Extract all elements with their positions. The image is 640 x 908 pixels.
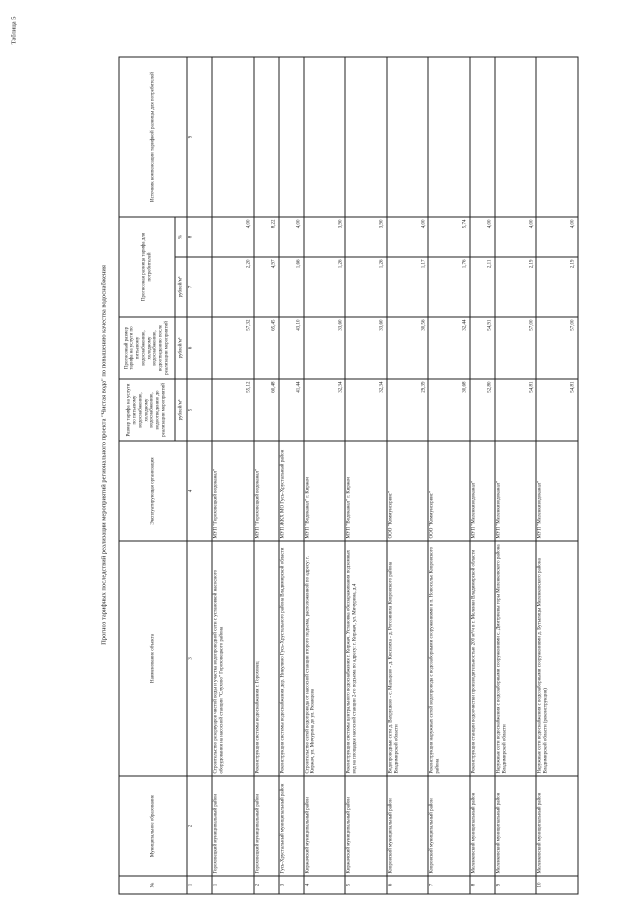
table-row: [536, 57, 578, 894]
object-cell: Строительство резервуаров чистой воды и участка водопроводной сети с установкой насосного оборудования на насосной станции "Слухово" Гороховецкого района: [212, 541, 254, 776]
index-cell: 2: [187, 776, 212, 876]
diff-pct-cell: 4,00: [495, 217, 537, 257]
municipality-cell: Гусь-Хрустальный муниципальный район: [279, 776, 304, 876]
source-cell: [428, 57, 470, 217]
diff-rub-cell: 1,17: [387, 257, 429, 317]
source-cell: [304, 57, 346, 217]
source-cell: [254, 57, 279, 217]
forecast-cell: 32,44: [428, 317, 470, 379]
table-row: [212, 57, 254, 894]
header-forecast: Прогнозный размер тарифа на услуги по питьевому водоснабжению, холодному водоснабжению, водоотведению после реализации мероприятий: [119, 317, 175, 379]
municipality-cell: Ковровский муниципальный район: [387, 776, 429, 876]
diff-rub-cell: 1,26: [345, 257, 387, 317]
source-cell: [536, 57, 578, 217]
row-number-cell: 4: [304, 876, 346, 894]
municipality-cell: Гороховецкий муниципальный район: [212, 776, 254, 876]
index-cell: 1: [187, 876, 212, 894]
index-cell: 4: [187, 441, 212, 541]
source-cell: [495, 57, 537, 217]
index-cell: 5: [187, 379, 212, 441]
tariff-table: [119, 56, 579, 894]
municipality-cell: Киржачский муниципальный район: [304, 776, 346, 876]
object-cell: Водопроводные сети д. Вахрушево - с. Мальцево - д. Киселиха - д. Рогозиниха Ковровского района Владимирской области: [387, 541, 429, 776]
forecast-cell: 54,91: [470, 317, 495, 379]
table-row: [304, 57, 346, 894]
tariff-cell: 41,44: [279, 379, 304, 441]
municipality-cell: Гороховецкий муниципальный район: [254, 776, 279, 876]
diff-pct-cell: 4,00: [387, 217, 429, 257]
diff-pct-cell: 4,00: [279, 217, 304, 257]
diff-pct-cell: 4,00: [212, 217, 254, 257]
tariff-cell: 54,81: [536, 379, 578, 441]
header-operator: Эксплуатирующая организация: [119, 441, 187, 541]
forecast-cell: 33,60: [304, 317, 346, 379]
table-row: [279, 57, 304, 894]
table-row: [495, 57, 537, 894]
document-title: Прогноз тарифных последствий реализации мероприятий регионального проекта "Чистая вода" по повышению качества водоснабжения: [101, 21, 108, 890]
forecast-cell: 57,00: [536, 317, 578, 379]
diff-pct-cell: 4,00: [470, 217, 495, 257]
header-source: Источник компенсации тарифной разницы для потребителей: [119, 57, 187, 217]
forecast-cell: 57,32: [212, 317, 254, 379]
operator-cell: МУП "Меленкиводоканал": [495, 441, 537, 541]
row-number-cell: 9: [495, 876, 537, 894]
table-number-label: Таблица 5: [11, 17, 18, 45]
source-cell: [345, 57, 387, 217]
unit-pct: %: [175, 217, 187, 257]
source-cell: [279, 57, 304, 217]
table-row: [345, 57, 387, 894]
header-municipality: Муниципальное образование: [119, 776, 187, 876]
tariff-cell: 32,34: [345, 379, 387, 441]
index-cell: 6: [187, 317, 212, 379]
diff-pct-cell: 3,90: [304, 217, 346, 257]
diff-pct-cell: 8,22: [254, 217, 279, 257]
object-cell: Наружные сети водоснабжения с водозаборными сооружениями с. Дмитриевы горы Меленковского района Владимирской области: [495, 541, 537, 776]
row-number-cell: 1: [212, 876, 254, 894]
object-cell: Реконструкция станции водоочистки производительностью 200 м³/ч в г. Меленки Владимирской области: [470, 541, 495, 776]
object-cell: Реконструкция системы водоснабжения г. Гороховец: [254, 541, 279, 776]
tariff-cell: 30,68: [428, 379, 470, 441]
operator-cell: МУП "Гороховецкий водоканал": [212, 441, 254, 541]
row-number-cell: 5: [345, 876, 387, 894]
diff-rub-cell: 2,20: [212, 257, 254, 317]
forecast-cell: 30,56: [387, 317, 429, 379]
diff-rub-cell: 2,19: [495, 257, 537, 317]
header-object: Наименование объекта: [119, 541, 187, 776]
object-cell: Реконструкция наружных сетей водопровода с водозаборными сооружениями в п. Новоселье Ковровского района: [428, 541, 470, 776]
table-row: [254, 57, 279, 894]
diff-pct-cell: 3,90: [345, 217, 387, 257]
tariff-cell: 29,39: [387, 379, 429, 441]
unit-tariff: рублей/м³: [175, 379, 187, 441]
table-row: [470, 57, 495, 894]
index-cell: 8: [187, 217, 212, 257]
operator-cell: МУП "Водоканал" г. Киржач: [304, 441, 346, 541]
row-number-cell: 8: [470, 876, 495, 894]
object-cell: Реконструкция системы водоснабжения дер. Никулино Гусь-Хрустального района Владимирской области: [279, 541, 304, 776]
unit-diff: рублей/м³: [175, 257, 187, 317]
diff-rub-cell: 1,26: [304, 257, 346, 317]
header-diff: Прогнозная разница тарифа для потребителей: [119, 217, 175, 317]
forecast-cell: 43,10: [279, 317, 304, 379]
row-number-cell: 10: [536, 876, 578, 894]
diff-rub-cell: 2,19: [536, 257, 578, 317]
diff-rub-cell: 2,11: [470, 257, 495, 317]
operator-cell: МУП "Водоканал" г. Киржач: [345, 441, 387, 541]
diff-pct-cell: 5,74: [428, 217, 470, 257]
tariff-cell: 32,34: [304, 379, 346, 441]
unit-forecast: рублей/м³: [175, 317, 187, 379]
municipality-cell: Ковровский муниципальный район: [428, 776, 470, 876]
object-cell: Строительство сетей водопровода от насосной станции второго подъема, расположенной по адресу: г. Киржач, ул. Мичурина до ул. Рязанцева: [304, 541, 346, 776]
source-cell: [212, 57, 254, 217]
municipality-cell: Меленковский муниципальный район: [495, 776, 537, 876]
municipality-cell: Меленковский муниципальный район: [470, 776, 495, 876]
operator-cell: ООО "Коммунсервис": [387, 441, 429, 541]
row-number-cell: 2: [254, 876, 279, 894]
diff-pct-cell: 4,00: [536, 217, 578, 257]
operator-cell: МУП "Гороховецкий водоканал": [254, 441, 279, 541]
index-cell: 3: [187, 541, 212, 776]
diff-rub-cell: 1,76: [428, 257, 470, 317]
index-cell: 7: [187, 257, 212, 317]
diff-rub-cell: 4,97: [254, 257, 279, 317]
table-row: [428, 57, 470, 894]
header-tariff: Размер тарифа на услуги по питьевому водоснабжению, холодному водоснабжению, водоотведению до реализации мероприятий: [119, 379, 175, 441]
forecast-cell: 57,00: [495, 317, 537, 379]
object-cell: Реконструкция системы центрального водоснабжения г. Киржач. Установка обеззараживания подземных вод на площадке насосной станции 2-го подъема по адресу: г. Киржач, ул. Мичурина, д.4: [345, 541, 387, 776]
operator-cell: ООО "Коммунсервис": [428, 441, 470, 541]
operator-cell: МУП "Меленкиводоканал": [470, 441, 495, 541]
source-cell: [470, 57, 495, 217]
operator-cell: МУП "Меленкиводоканал": [536, 441, 578, 541]
forecast-cell: 65,45: [254, 317, 279, 379]
municipality-cell: Киржачский муниципальный район: [345, 776, 387, 876]
tariff-cell: 52,80: [470, 379, 495, 441]
tariff-cell: 60,48: [254, 379, 279, 441]
forecast-cell: 33,60: [345, 317, 387, 379]
row-number-cell: 3: [279, 876, 304, 894]
header-no: №: [119, 876, 187, 894]
municipality-cell: Меленковский муниципальный район: [536, 776, 578, 876]
source-cell: [387, 57, 429, 217]
table-row: [387, 57, 429, 894]
row-number-cell: 6: [387, 876, 429, 894]
tariff-cell: 55,12: [212, 379, 254, 441]
object-cell: Наружные сети водоснабжения с водозаборными сооружениями д. Бутылицы Меленковского района Владимирской области (реконструкция): [536, 541, 578, 776]
operator-cell: МУП ЖКХ МО Гусь-Хрустальный район: [279, 441, 304, 541]
diff-rub-cell: 1,66: [279, 257, 304, 317]
index-row: [187, 57, 212, 894]
tariff-cell: 54,81: [495, 379, 537, 441]
row-number-cell: 7: [428, 876, 470, 894]
rotated-page: [1, 3, 640, 908]
index-cell: 9: [187, 57, 212, 217]
